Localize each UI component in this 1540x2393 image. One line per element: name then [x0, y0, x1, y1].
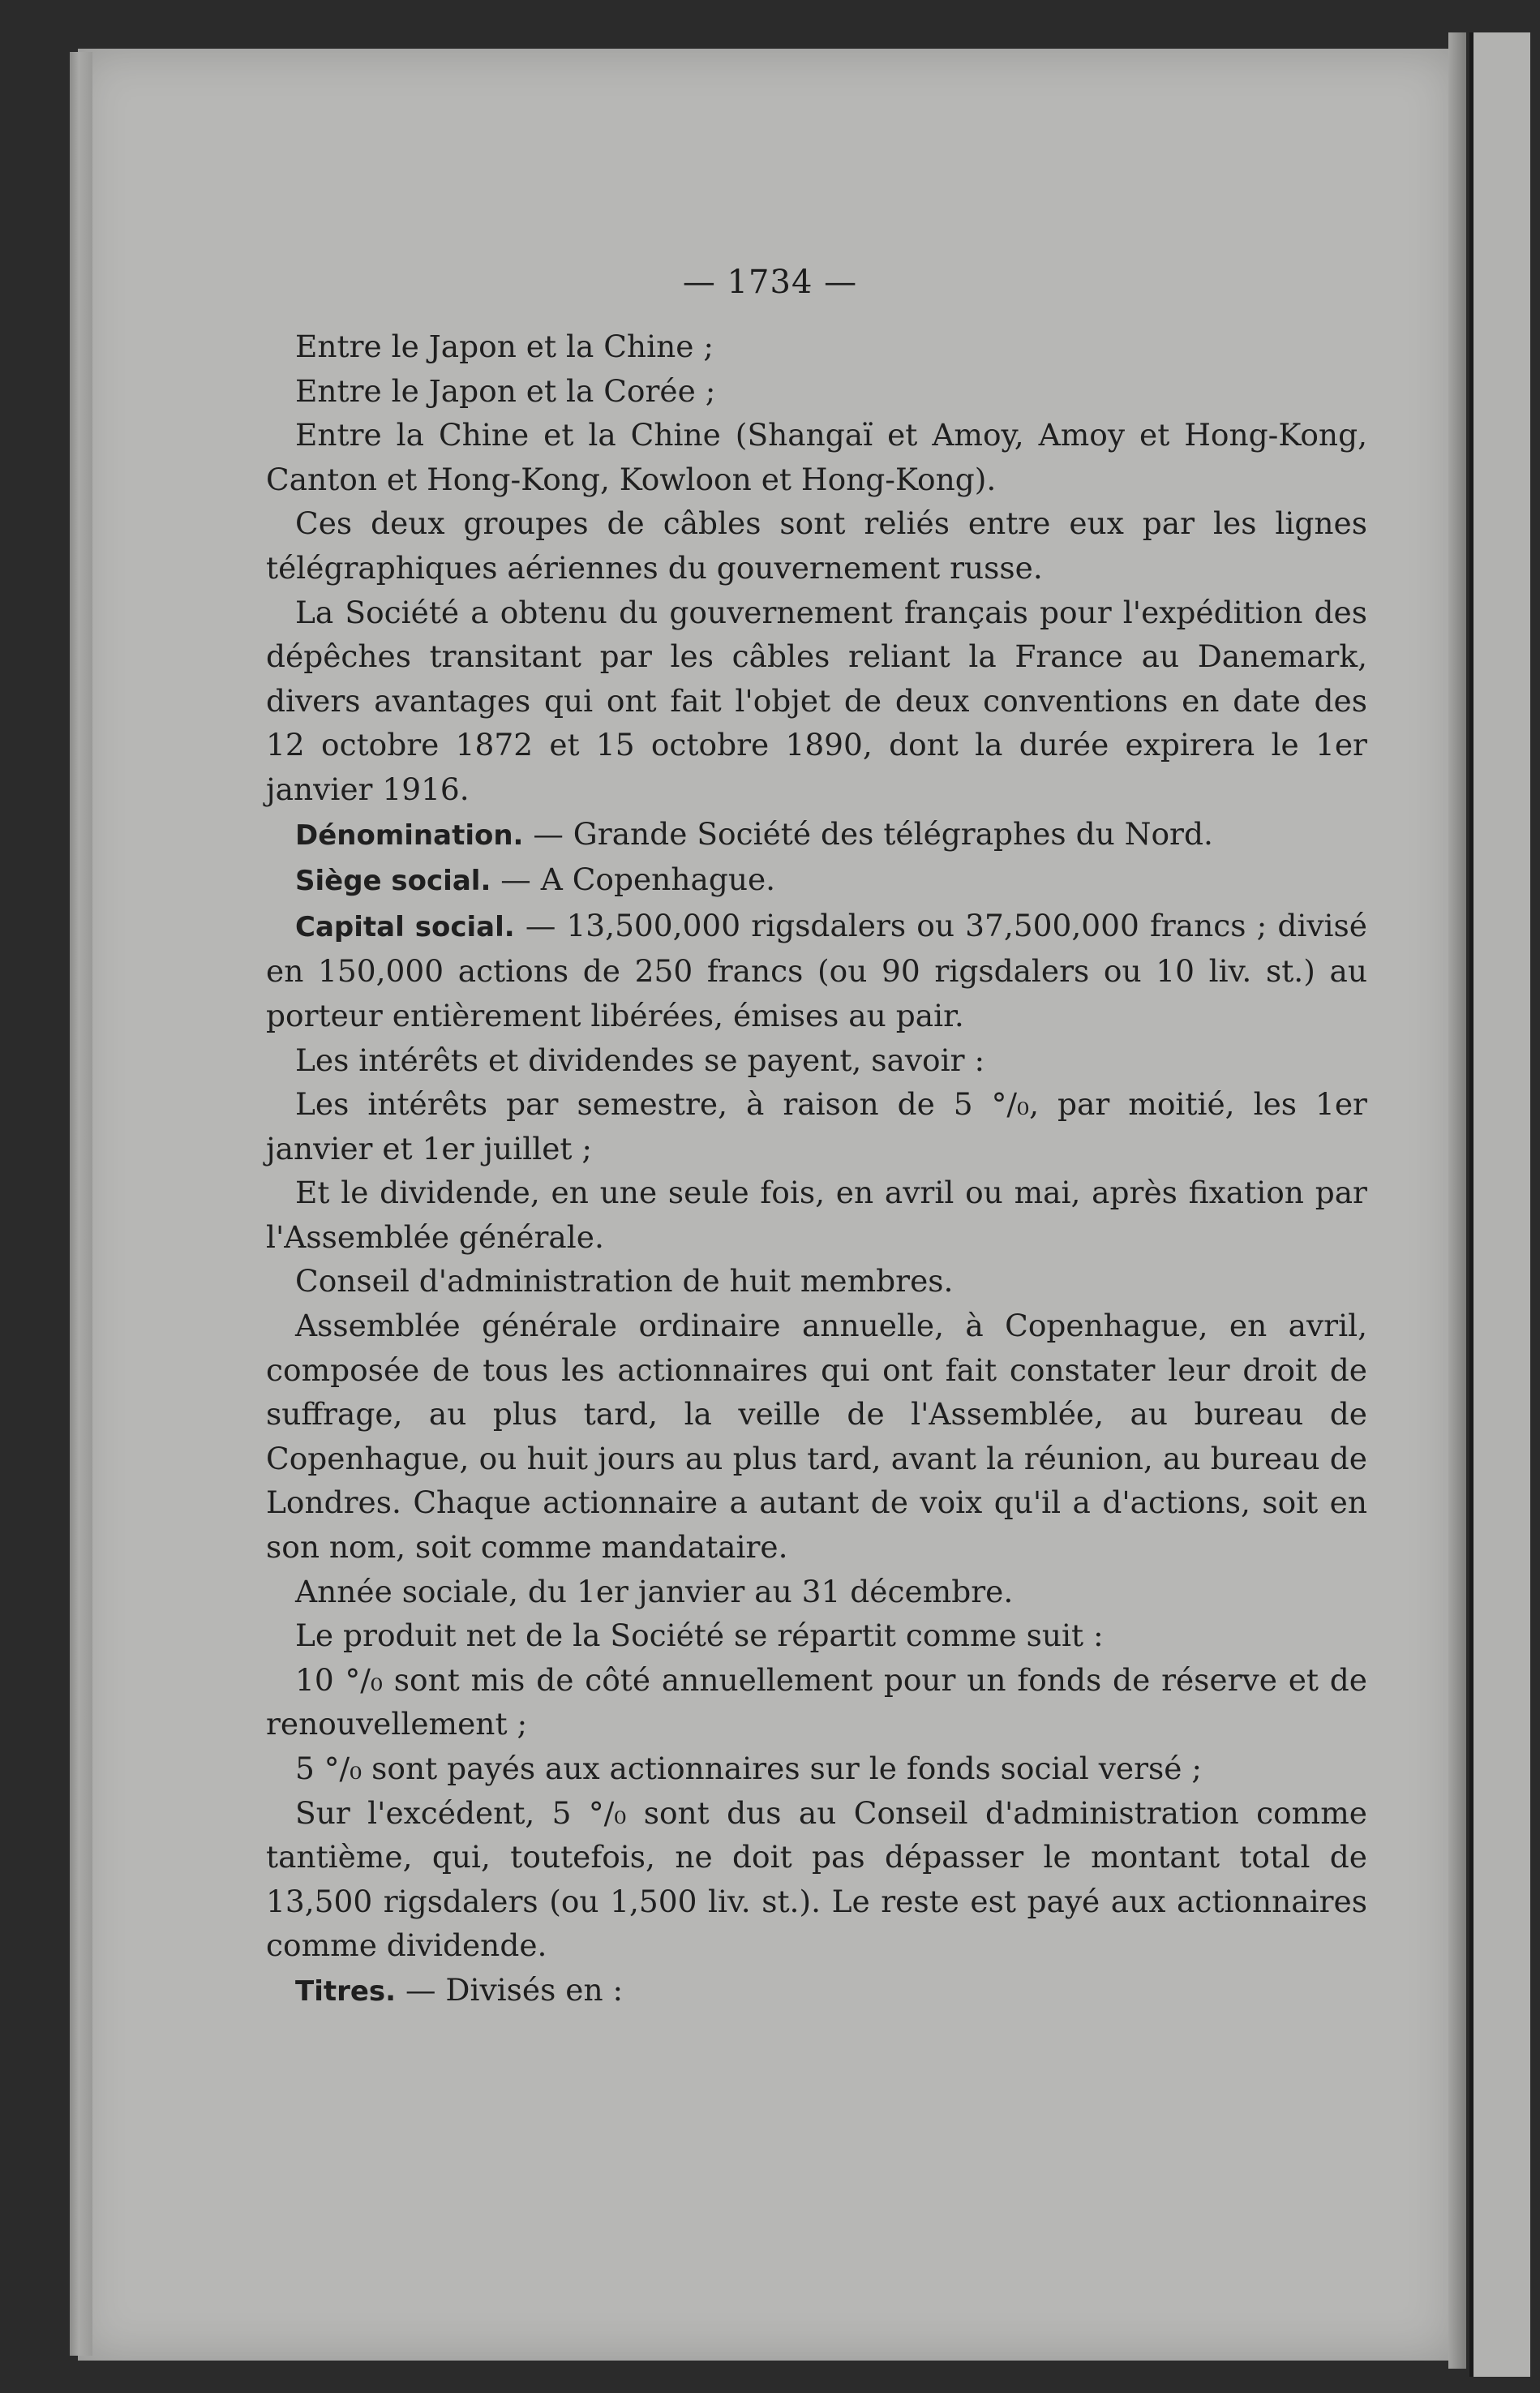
paragraph: [266, 1658, 1367, 1746]
paragraph: [266, 1304, 1367, 1570]
page-gutter: [70, 52, 92, 2356]
paragraph-text: Ces deux groupes de câbles sont reliés entre eux par les lignes télégraphiques aériennes du gouvernement russe.: [266, 505, 1367, 586]
paragraph: [266, 857, 1367, 904]
paragraph-text: Entre le Japon et la Corée ;: [295, 372, 716, 409]
paragraph: [266, 1038, 1367, 1083]
paragraph-text: 10 °/₀ sont mis de côté annuellement pour un fonds de réserve et de renouvellement ;: [266, 1661, 1367, 1742]
paragraph: [266, 1082, 1367, 1171]
paragraph: [266, 1968, 1367, 2014]
body-text: [266, 324, 1367, 2014]
paragraph-text: Entre le Japon et la Chine ;: [295, 329, 714, 364]
paragraph-text: Conseil d'administration de huit membres.: [295, 1263, 954, 1300]
paragraph-text: Les intérêts par semestre, à raison de 5 °/₀, par moitié, les 1er janvier et 1er juillet ;: [266, 1086, 1367, 1166]
paragraph-text: — 13,500,000 rigsdalers ou 37,500,000 francs ; divisé en 150,000 actions de 250 francs (ou 90 rigsdalers ou 10 liv. st.) au porteur entièrement libérées, émises au pair.: [266, 907, 1367, 1033]
paragraph-text: La Société a obtenu du gouvernement français pour l'expédition des dépêches transitant par les câbles reliant la France au Danemark, divers avantages qui ont fait l'objet de deux conventions en date des 12 octobre 1872 et 15 octobre 1890, dont la durée expirera le 1er janvier 1916.: [266, 594, 1367, 807]
paragraph-text: Et le dividende, en une seule fois, en avril ou mai, après fixation par l'Assemblée générale.: [266, 1175, 1367, 1255]
paragraph-text: — Grande Société des télégraphes du Nord.: [523, 815, 1213, 852]
paragraph-text: Le produit net de la Société se répartit comme suit :: [295, 1618, 1104, 1654]
paragraph-text: Sur l'excédent, 5 °/₀ sont dus au Conseil d'administration comme tantième, qui, toutefois, ne doit pas dépasser le montant total de 13,500 rigsdalers (ou 1,500 liv. st.). Le reste est payé aux actionnaires comme dividende.: [266, 1794, 1367, 1964]
paragraph-text: Assemblée générale ordinaire annuelle, à Copenhague, en avril, composée de tous les actionnaires qui ont fait constater leur droit de suffrage, au plus tard, la veille de l'Assemblée, au bureau de Copenhague, ou huit jours au plus tard, avant la réunion, au bureau de Londres. Chaque actionnaire a autant de voix qu'il a d'actions, soit en son nom, soit comme mandataire.: [266, 1308, 1367, 1566]
paragraph-text: — A Copenhague.: [491, 861, 776, 898]
paragraph-text: Les intérêts et dividendes se payent, savoir :: [295, 1042, 985, 1078]
paragraph-text: 5 °/₀ sont payés aux actionnaires sur le fonds social versé ;: [295, 1751, 1203, 1786]
page-fore-edge: [1448, 32, 1466, 2369]
paragraph: [266, 501, 1367, 590]
adjacent-page-edge: [1469, 32, 1530, 2377]
paragraph: [266, 812, 1367, 858]
paragraph: [266, 369, 1367, 414]
paragraph: [266, 324, 1367, 369]
paragraph-text: Année sociale, du 1er janvier au 31 décembre.: [295, 1573, 1014, 1609]
section-label: Titres.: [295, 1974, 397, 2008]
paragraph: [266, 1570, 1367, 1614]
paragraph-text: — Divisés en :: [396, 1971, 624, 2008]
paragraph: [266, 1791, 1367, 1968]
paragraph: [266, 1746, 1367, 1791]
paragraph-text: Entre la Chine et la Chine (Shangaï et Amoy, Amoy et Hong-Kong, Canton et Hong-Kong, Kowloon et Hong-Kong).: [266, 417, 1367, 497]
section-label: Dénomination.: [295, 818, 524, 852]
page-number: — 1734 —: [682, 264, 858, 301]
paragraph: [266, 904, 1367, 1038]
paragraph: [266, 1613, 1367, 1658]
section-label: Siège social.: [295, 865, 491, 898]
paragraph: [266, 1259, 1367, 1304]
paragraph: [266, 591, 1367, 812]
paragraph: [266, 1171, 1367, 1259]
paragraph: [266, 413, 1367, 501]
section-label: Capital social.: [295, 910, 515, 943]
